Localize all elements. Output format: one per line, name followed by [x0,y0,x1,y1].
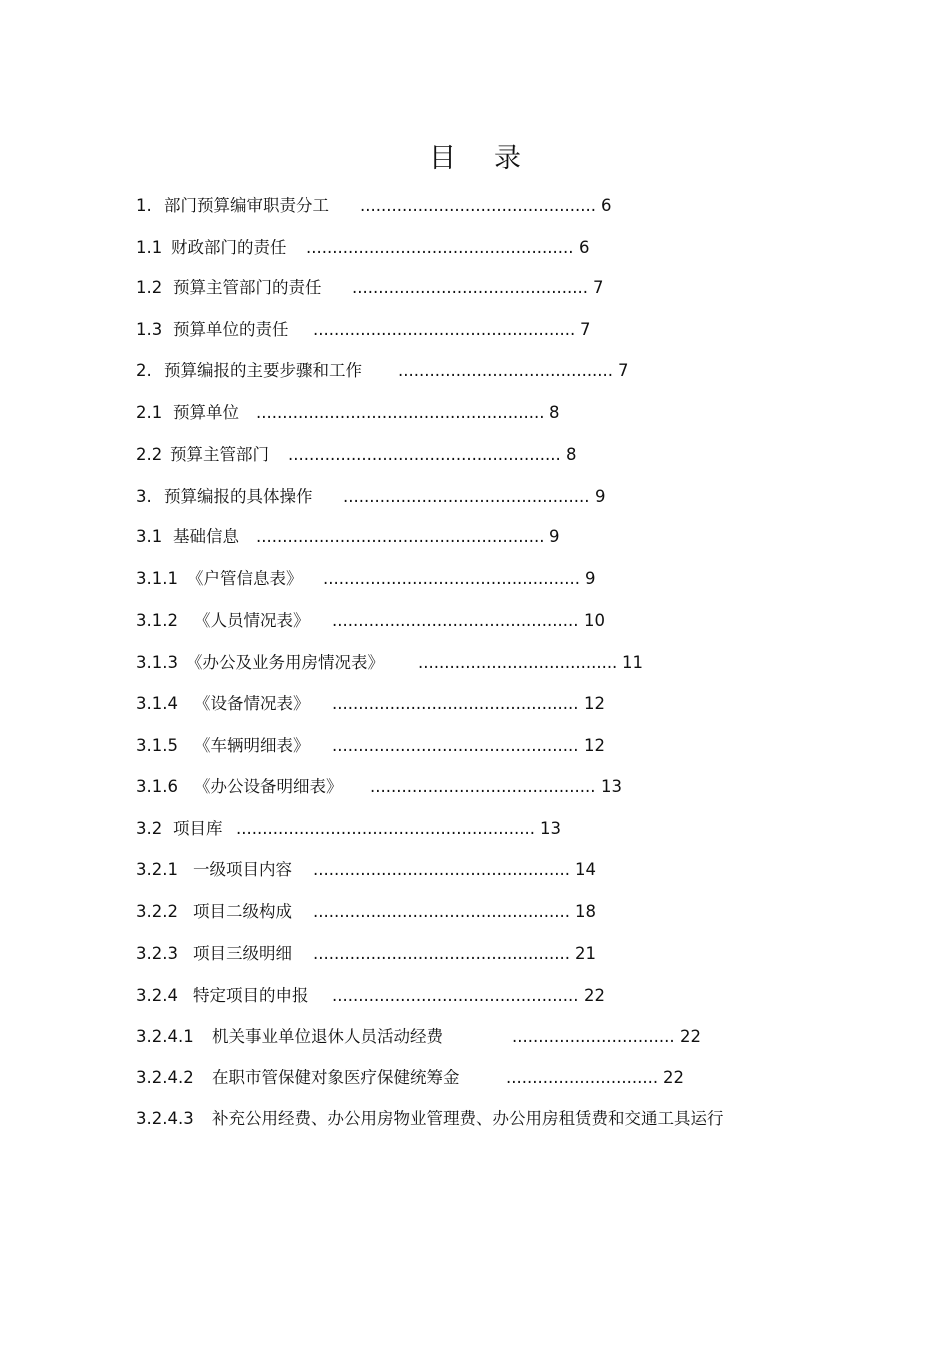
toc-entry-label: 一级项目内容 [193,860,292,879]
toc-entry-label: 财政部门的责任 [171,238,287,257]
toc-entry-label: 《车辆明细表》 [194,736,310,755]
toc-entry-leader-dots: ............................................... [332,694,579,713]
toc-entry-page-number: 13 [601,777,622,796]
toc-entry[interactable] [136,1025,836,1049]
toc-entry[interactable] [136,651,836,675]
toc-entry[interactable] [136,401,836,425]
toc-entry-page-number: 9 [549,527,560,546]
toc-entry-page-number: 13 [540,819,561,838]
toc-entry[interactable] [136,443,836,467]
toc-entry-leader-dots: ............................................... [332,611,579,630]
toc-entry-leader-dots: ................................................. [313,860,570,879]
toc-entry[interactable] [136,276,836,300]
toc-entry[interactable] [136,775,836,799]
toc-entry-number: 2. [136,361,152,380]
toc-entry-label: 预算编报的具体操作 [164,487,313,506]
toc-entry-leader-dots: ....................................................... [256,403,545,422]
toc-entry-number: 2.1 [136,403,163,422]
toc-entry-number: 3.2 [136,819,163,838]
toc-entry-number: 1.3 [136,320,163,339]
toc-entry-page-number: 8 [549,403,560,422]
toc-entry-leader-dots: .................................................. [313,320,576,339]
toc-entry-number: 3.1.6 [136,777,178,796]
toc-entry-leader-dots: ............................................... [343,487,590,506]
toc-entry-number: 3.1 [136,527,163,546]
toc-entry-page-number: 18 [575,902,596,921]
toc-entry[interactable] [136,567,836,591]
toc-entry-page-number: 22 [584,986,605,1005]
toc-entry-leader-dots: ................................................. [313,902,570,921]
toc-entry-page-number: 7 [593,278,604,297]
toc-entry[interactable] [136,525,836,549]
toc-entry-number: 3.1.1 [136,569,178,588]
toc-entry-number: 3.1.4 [136,694,178,713]
toc-entry[interactable] [136,485,836,509]
toc-entry-leader-dots: ................................................. [323,569,580,588]
toc-entry-leader-dots: ......................................................... [236,819,535,838]
toc-entry-label: 预算主管部门的责任 [173,278,322,297]
toc-entry-number: 3.1.5 [136,736,178,755]
toc-entry[interactable] [136,236,836,260]
toc-entry-page-number: 9 [595,487,606,506]
toc-entry-leader-dots: ......................................... [398,361,614,380]
toc-entry-number: 3. [136,487,152,506]
toc-entry-label: 预算单位的责任 [173,320,289,339]
toc-entry[interactable] [136,194,836,218]
toc-title-char-2: 录 [494,143,521,174]
toc-entry-page-number: 14 [575,860,596,879]
toc-entry-label: 基础信息 [173,527,239,546]
toc-entry-number: 3.2.3 [136,944,178,963]
toc-entry-number: 1.1 [136,238,163,257]
toc-entry[interactable] [136,942,836,966]
toc-entry-leader-dots: ............................................. [360,196,597,215]
toc-entry-label: 预算单位 [173,403,239,422]
toc-entry-page-number: 11 [622,653,643,672]
toc-entry[interactable] [136,359,836,383]
toc-entry[interactable] [136,817,836,841]
toc-entry-number: 3.1.2 [136,611,178,630]
toc-title [0,136,950,175]
toc-entry[interactable] [136,734,836,758]
toc-entry-label: 《办公设备明细表》 [194,777,343,796]
toc-entry[interactable] [136,609,836,633]
toc-entry-number: 3.2.2 [136,902,178,921]
toc-entry-number: 1.2 [136,278,163,297]
toc-entry-label: 《办公及业务用房情况表》 [186,653,384,672]
toc-entry-page-number: 9 [585,569,596,588]
toc-entry-leader-dots: ............................................... [332,986,579,1005]
toc-entry-number: 3.2.4 [136,986,178,1005]
toc-entry-number: 3.2.4.2 [136,1068,194,1087]
toc-entry-label: 机关事业单位退休人员活动经费 [212,1027,443,1046]
toc-entry-leader-dots: ........................................... [370,777,596,796]
toc-entry-page-number: 22 [663,1068,684,1087]
toc-entry-number: 1. [136,196,152,215]
toc-entry-leader-dots: ............................... [512,1027,675,1046]
toc-entry-number: 3.2.4.1 [136,1027,194,1046]
toc-entry[interactable] [136,858,836,882]
toc-entry-leader-dots: ............................................... [332,736,579,755]
toc-entry-page-number: 22 [680,1027,701,1046]
toc-entry[interactable] [136,1066,836,1090]
toc-entry-leader-dots: ............................. [506,1068,659,1087]
toc-entry-page-number: 21 [575,944,596,963]
toc-entry-label: 特定项目的申报 [193,986,309,1005]
toc-entry[interactable] [136,1107,836,1131]
toc-entry-number: 3.2.4.3 [136,1109,194,1128]
toc-entry-leader-dots: ...................................... [418,653,618,672]
toc-entry-page-number: 6 [601,196,612,215]
toc-entry-leader-dots: ................................................... [306,238,574,257]
toc-title-char-1: 目 [429,143,456,174]
toc-entry-label: 《人员情况表》 [194,611,310,630]
toc-entry-label: 部门预算编审职责分工 [164,196,329,215]
toc-entry[interactable] [136,318,836,342]
toc-entry-label: 项目三级明细 [193,944,292,963]
toc-entry-number: 3.1.3 [136,653,178,672]
toc-entry-page-number: 10 [584,611,605,630]
toc-entry-label: 《设备情况表》 [194,694,310,713]
toc-entry-page-number: 8 [566,445,577,464]
toc-entry-leader-dots: ....................................................... [256,527,545,546]
toc-entry-label: 补充公用经费、办公用房物业管理费、办公用房租赁费和交通工具运行 [212,1109,724,1128]
toc-entry[interactable] [136,900,836,924]
toc-entry-page-number: 12 [584,694,605,713]
toc-entry-leader-dots: ............................................. [352,278,589,297]
toc-entry-label: 在职市管保健对象医疗保健统筹金 [212,1068,460,1087]
toc-entry-page-number: 7 [618,361,629,380]
toc-entry-leader-dots: .................................................... [288,445,561,464]
toc-entry-page-number: 7 [580,320,591,339]
toc-entry-label: 预算主管部门 [170,445,269,464]
toc-entry-label: 项目二级构成 [193,902,292,921]
toc-entry-label: 项目库 [173,819,223,838]
toc-entry-page-number: 6 [579,238,590,257]
toc-entry-leader-dots: ................................................. [313,944,570,963]
toc-entry-number: 2.2 [136,445,163,464]
toc-entry-label: 预算编报的主要步骤和工作 [164,361,362,380]
toc-entry[interactable] [136,984,836,1008]
toc-entry[interactable] [136,692,836,716]
toc-entry-number: 3.2.1 [136,860,178,879]
toc-entry-page-number: 12 [584,736,605,755]
toc-entry-label: 《户管信息表》 [187,569,303,588]
